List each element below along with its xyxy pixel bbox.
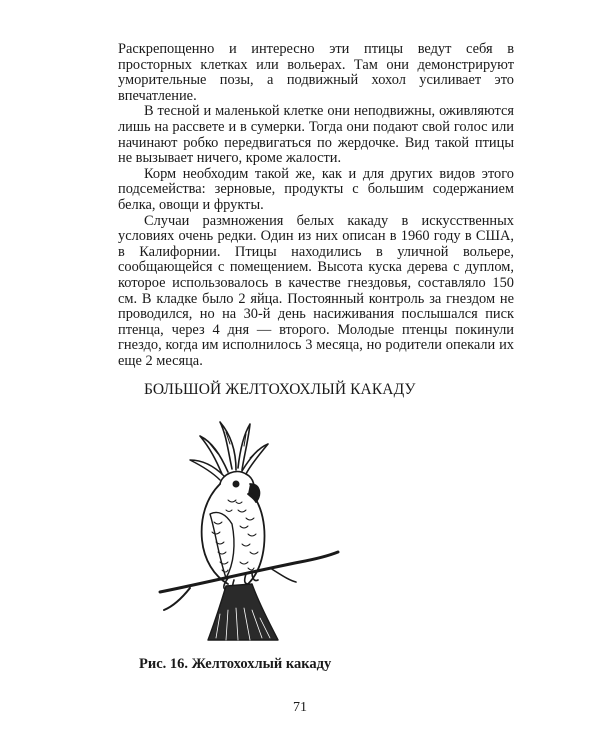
figure-caption: Рис. 16. Желтохохлый какаду bbox=[139, 656, 332, 672]
body-text bbox=[118, 42, 514, 369]
section-heading: БОЛЬШОЙ ЖЕЛТОХОХЛЫЙ КАКАДУ bbox=[144, 381, 416, 398]
paragraph: Случаи размножения белых какаду в искусственных условиях очень редки. Один из них описан в 1960 году в США, в Калифорнии. Птицы находились в уличной вольере, сообщающейся с помещением. Высота куска дерева с дуплом, которое использовалось в качестве гнездовья, составляло 150 см. В кладке было 2 яйца. Постоянный контроль за гнездом не проводился, но на 30-й день насиживания послышался писк птенца, через 4 дня — второго. Молодые птенцы покинули гнездо, когда им исполнилось 3 месяца, но родители опекали их еще 2 месяца. bbox=[118, 212, 514, 369]
cockatoo-illustration bbox=[150, 414, 350, 644]
paragraph: Корм необходим такой же, как и для других видов этого подсемейства: зерновые, продукты с большим содержанием белка, овощи и фрукты. bbox=[118, 165, 514, 213]
paragraph: Раскрепощенно и интересно эти птицы ведут себя в просторных клетках или вольерах. Там они демонстрируют уморительные позы, а подвижный хохол усиливает это впечатление. bbox=[118, 41, 514, 104]
cockatoo-icon bbox=[150, 414, 350, 644]
paragraph: В тесной и маленькой клетке они неподвижны, оживляются лишь на рассвете и в сумерки. Тогда они подают свой голос или начинают робко передвигаться по жердочке. Вид такой птицы не вызывает ничего, кроме жалости. bbox=[118, 103, 514, 167]
page-number: 71 bbox=[293, 700, 307, 715]
